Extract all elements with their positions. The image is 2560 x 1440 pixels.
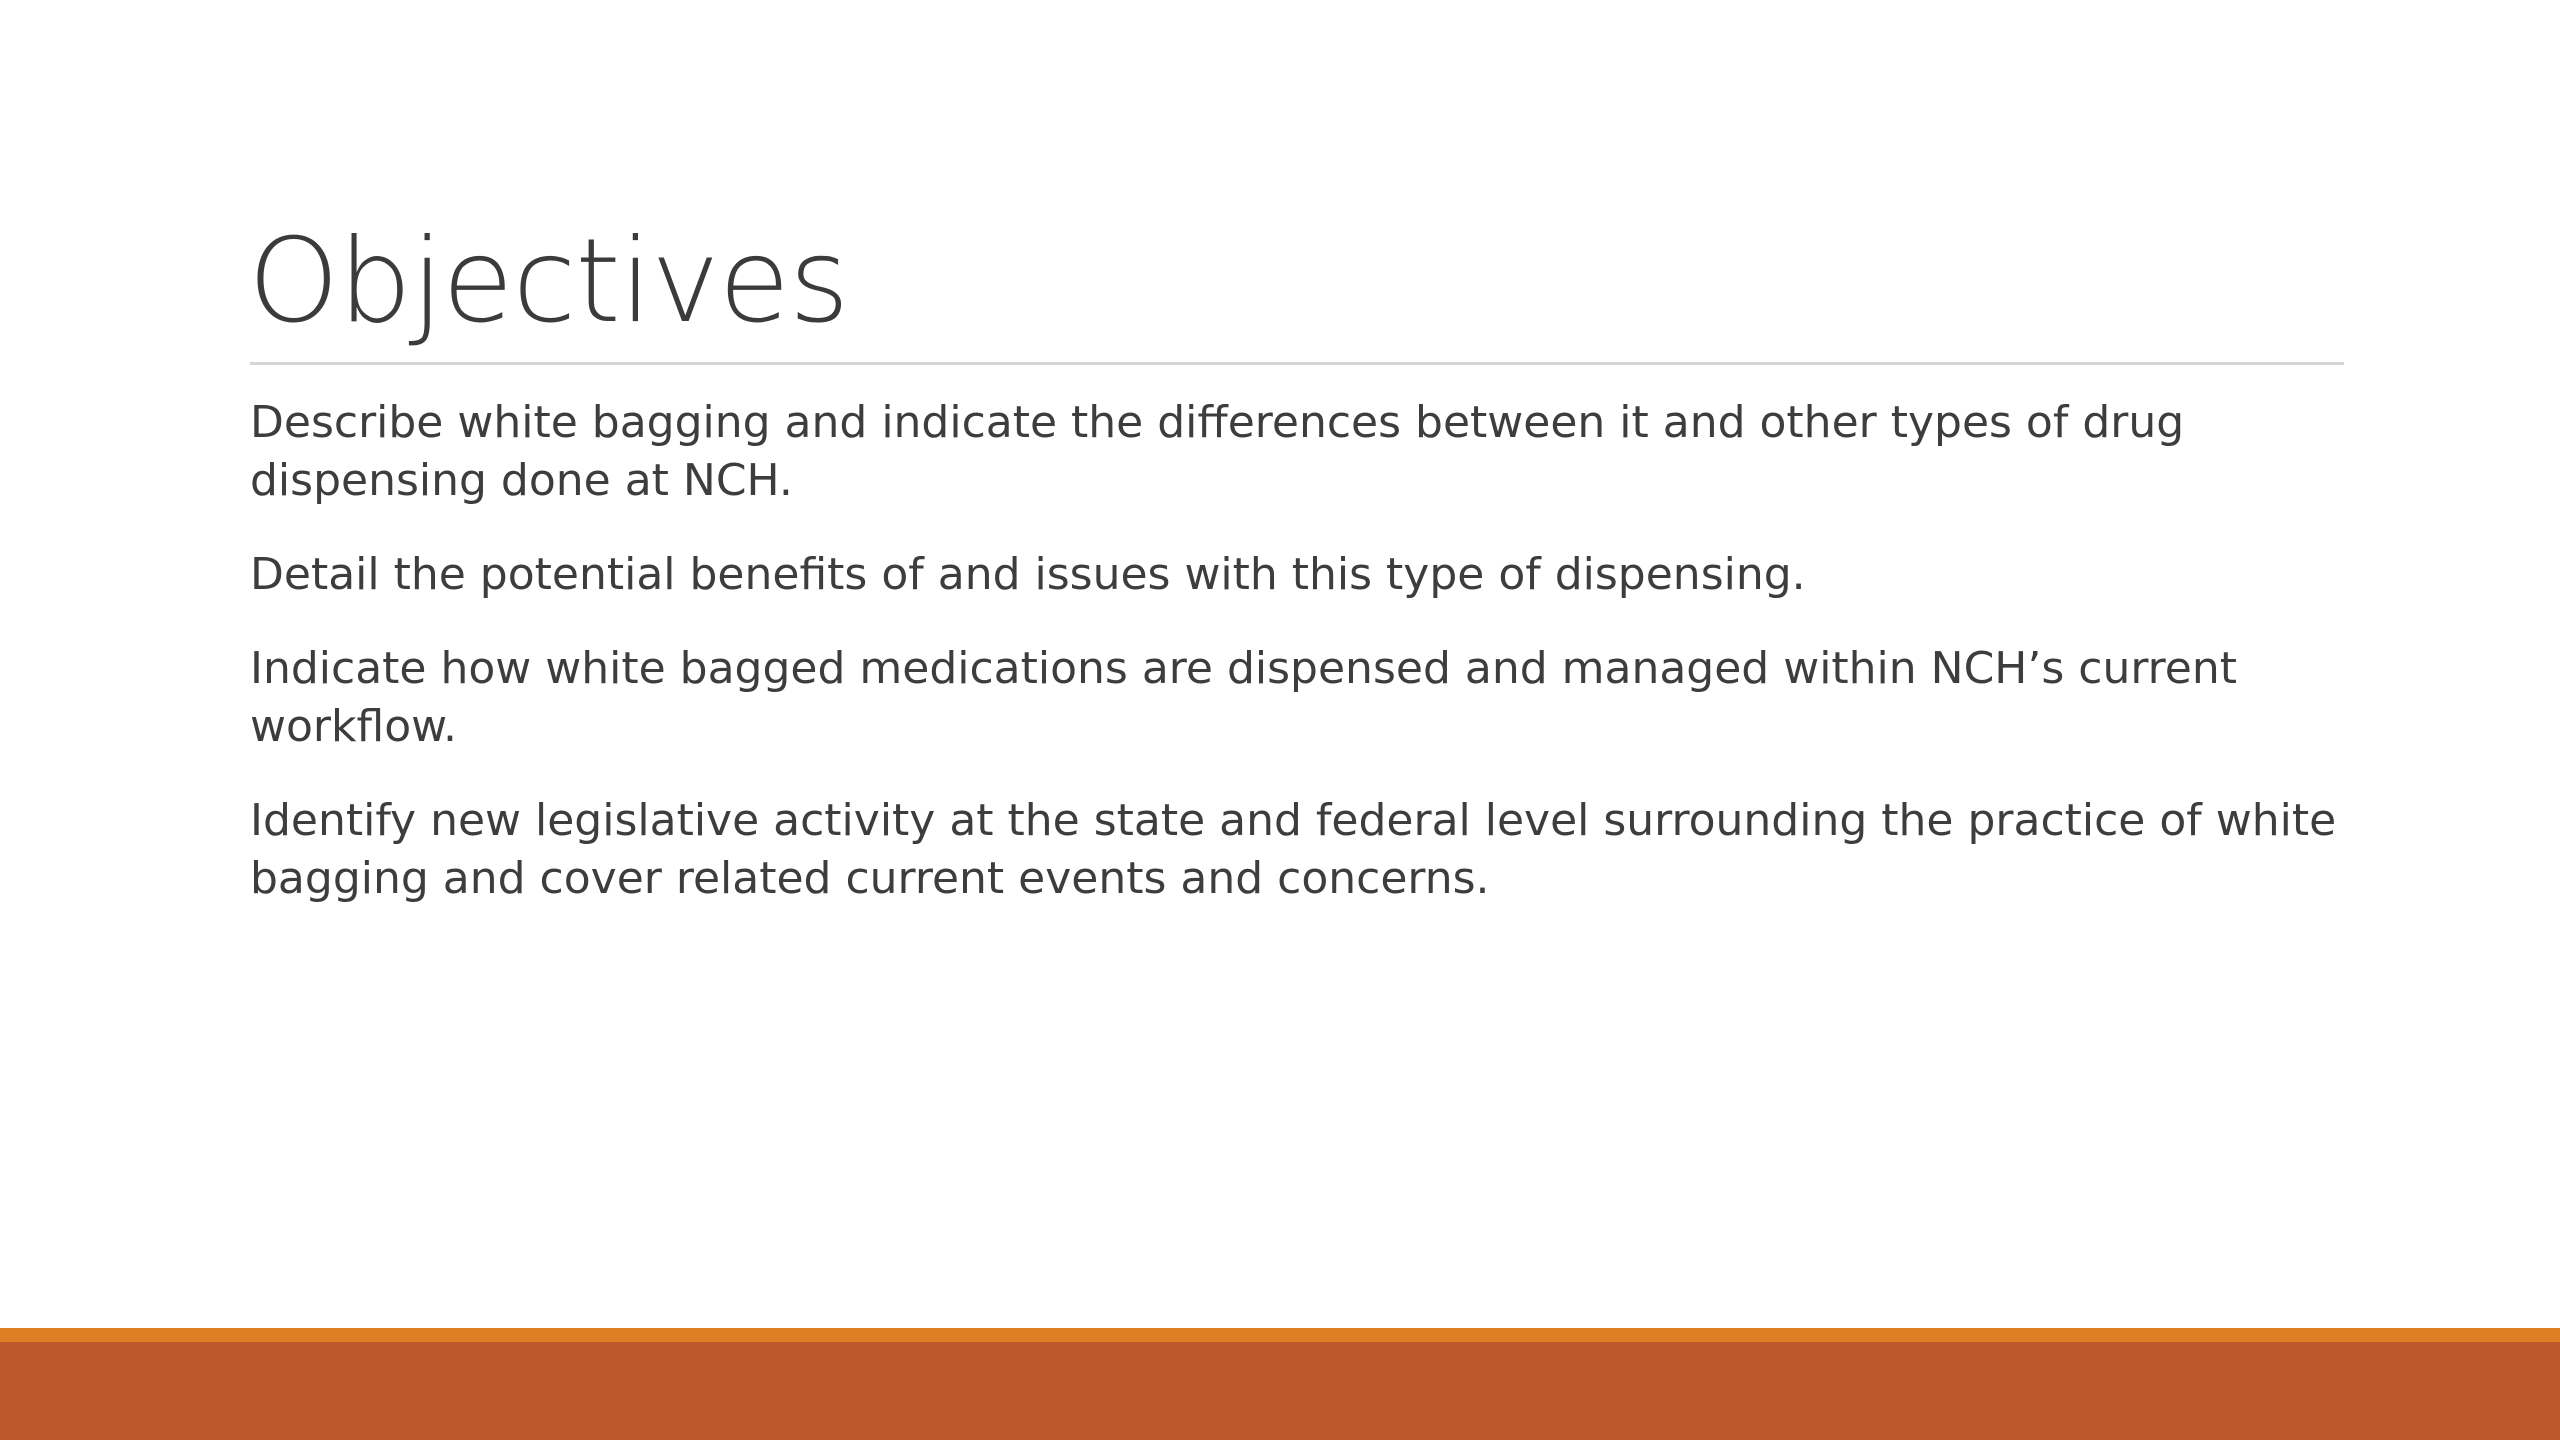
objective-item: Indicate how white bagged medications are dispensed and managed within NCH’s current workflow. <box>250 643 2238 752</box>
footer-band <box>0 1342 2560 1440</box>
objective-item: Describe white bagging and indicate the differences between it and other types of drug dispensing done at NCH. <box>250 397 2185 506</box>
objectives-list <box>250 394 2350 944</box>
title-divider <box>250 362 2344 365</box>
objective-item: Identify new legislative activity at the state and federal level surrounding the practice of white bagging and cover related current events and concerns. <box>250 795 2337 904</box>
objective-item: Detail the potential benefits of and issues with this type of dispensing. <box>250 549 1806 600</box>
slide-title: Objectives <box>248 214 849 349</box>
footer-accent-stripe <box>0 1328 2560 1342</box>
